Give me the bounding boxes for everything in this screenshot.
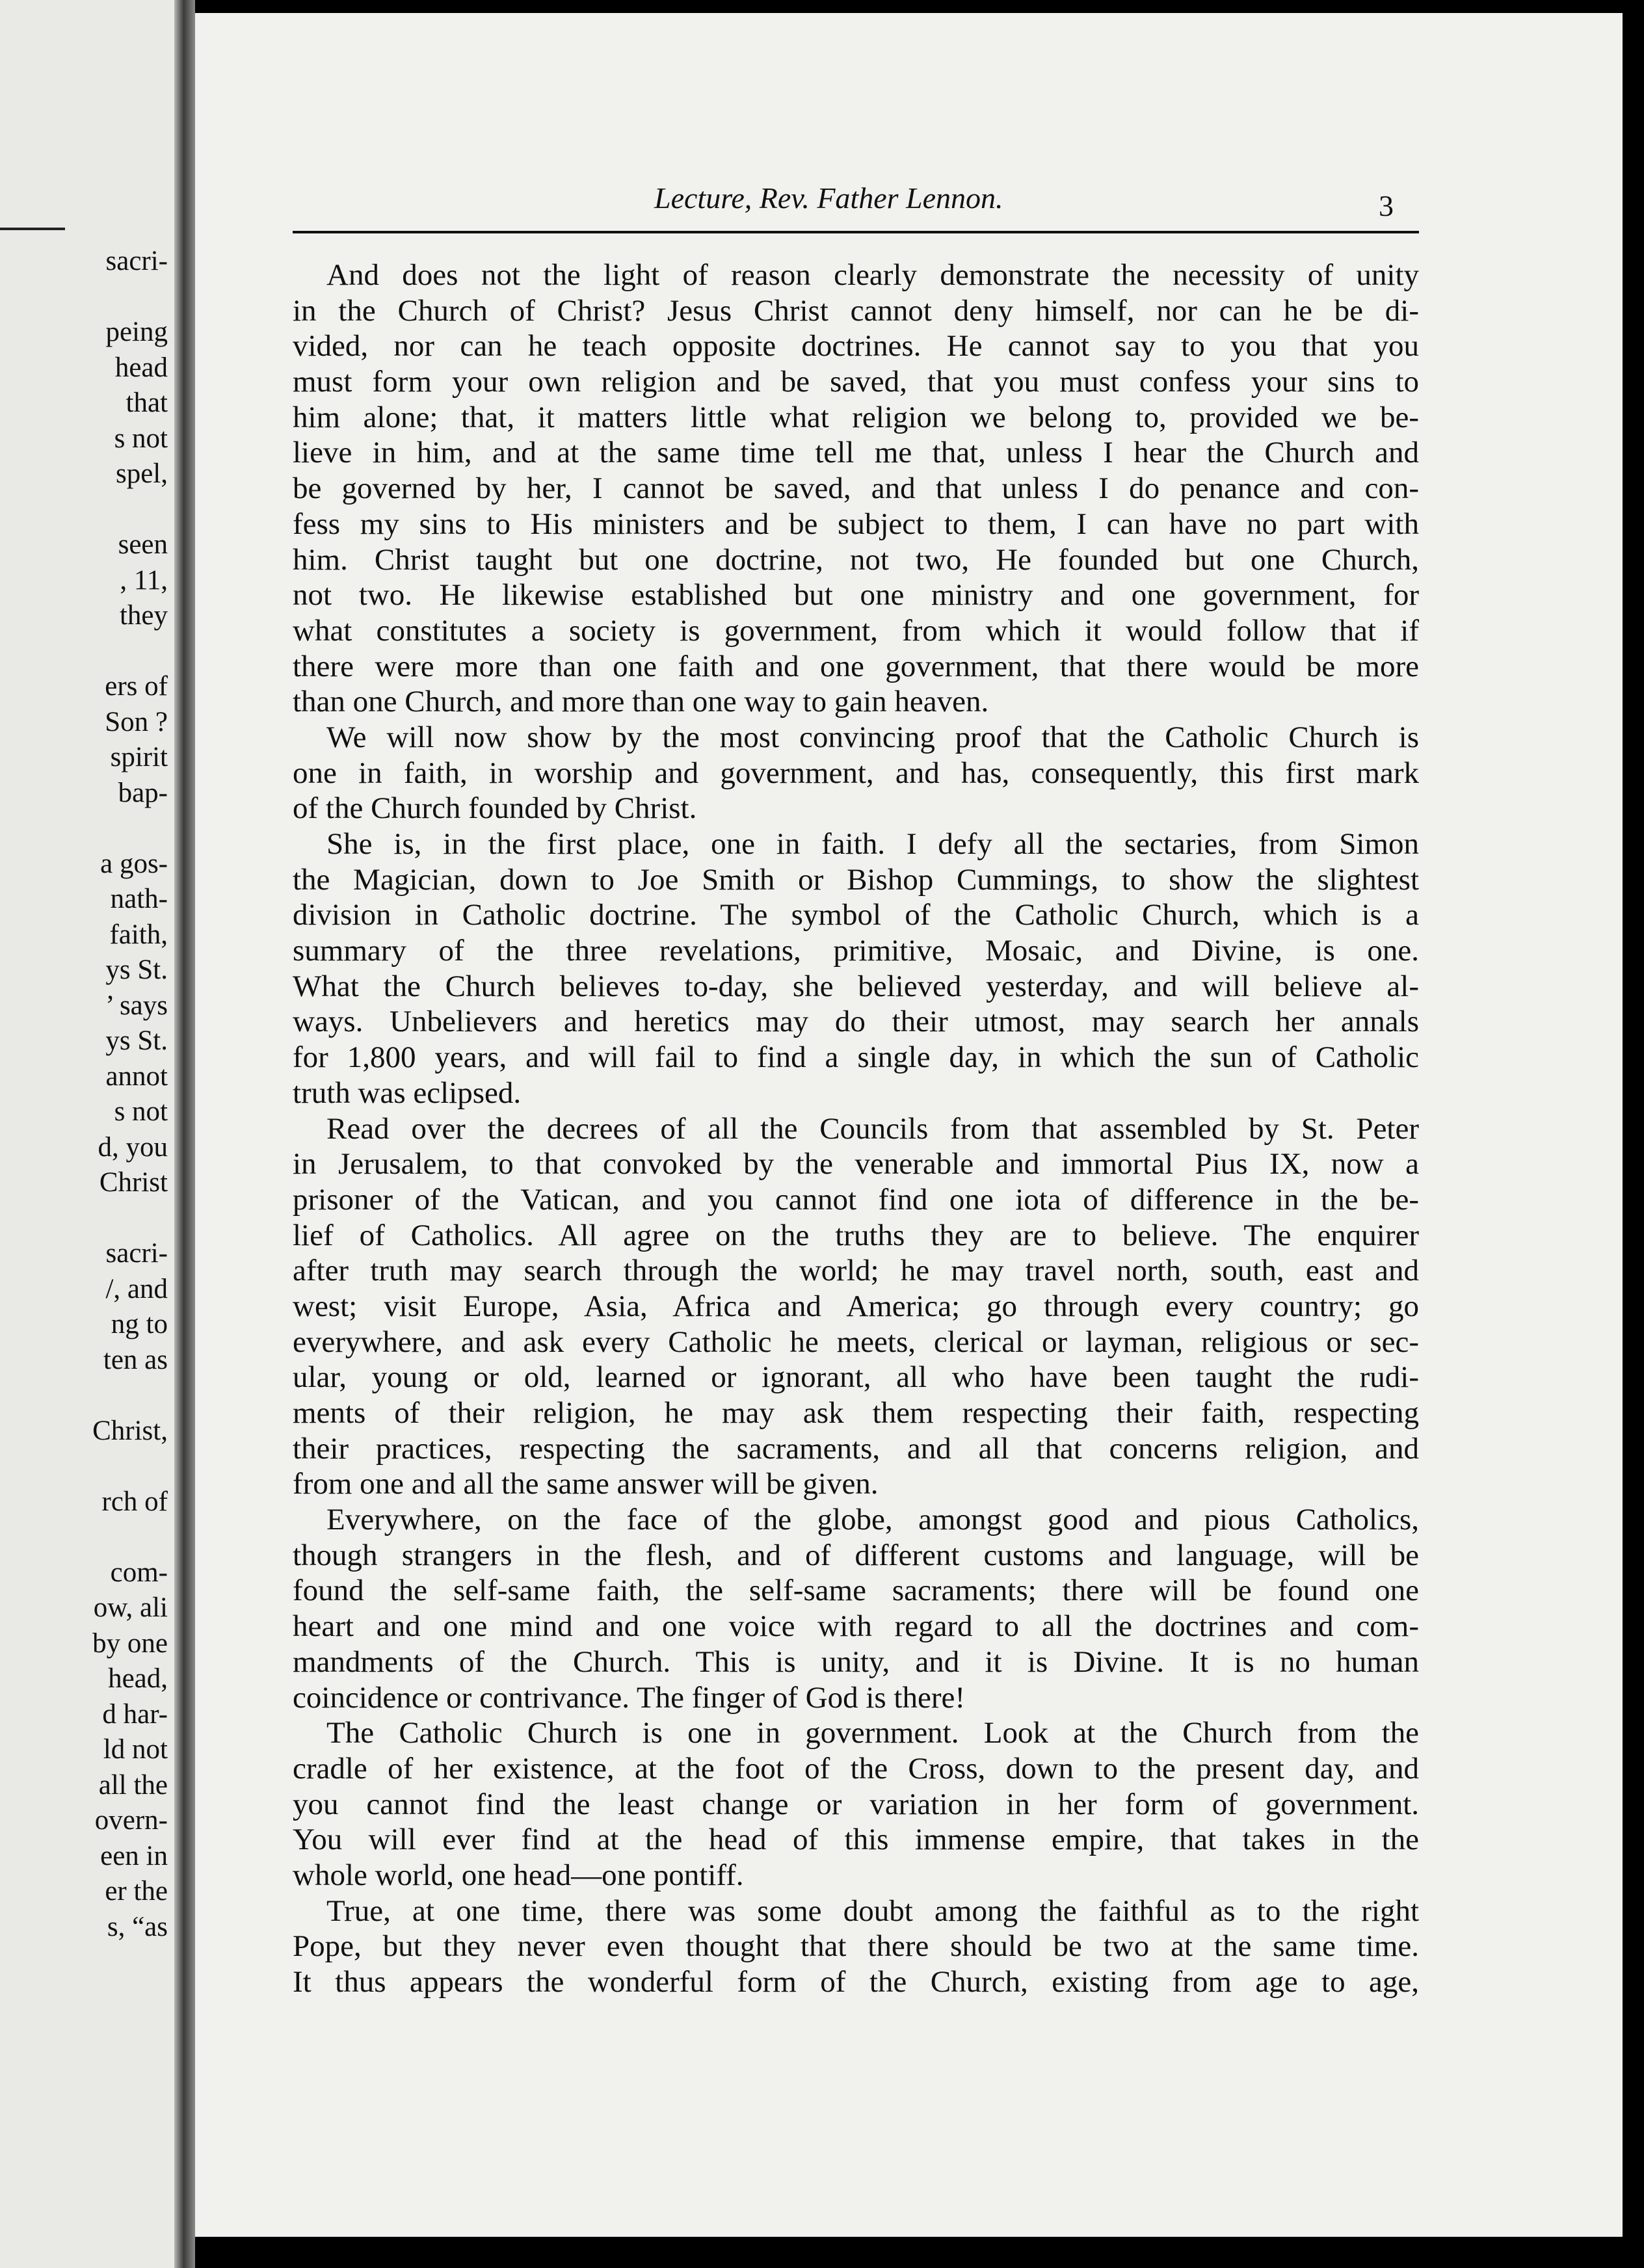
text-line: prisoner of the Vatican, and you cannot find one iota of difference in the be- — [293, 1182, 1419, 1217]
text-line: True, at one time, there was some doubt among the faithful as to the right — [326, 1893, 1419, 1928]
left-page-line: s not — [114, 423, 168, 454]
left-page-line: overn- — [94, 1805, 168, 1836]
text-line: than one Church, and more than one way to gain heaven. — [293, 685, 989, 719]
text-line: what constitutes a society is government, from which it would follow that if — [293, 613, 1419, 648]
text-line: We will now show by the most convincing proof that the Catholic Church is — [326, 720, 1419, 754]
body-text — [293, 257, 1419, 2000]
page-number: 3 — [1379, 189, 1394, 222]
running-title: Lecture, Rev. Father Lennon. — [654, 181, 1003, 215]
text-line: must form your own religion and be saved, that you must confess your sins to — [293, 365, 1419, 399]
text-line: mandments of the Church. This is unity, and it is Divine. It is no human — [293, 1644, 1419, 1679]
left-page-line — [0, 492, 168, 528]
text-line: one in faith, in worship and government, and has, consequently, this first mark — [293, 756, 1419, 790]
left-page-line: a gos- — [100, 848, 168, 879]
text-line: found the self-same faith, the self-same sacraments; there will be found one — [293, 1574, 1419, 1608]
text-line: not two. He likewise established but one ministry and one government, for — [293, 578, 1419, 613]
left-page-line: ers of — [105, 671, 168, 702]
book-gutter — [174, 0, 195, 2268]
text-line: Pope, but they never even thought that there should be two at the same time. — [293, 1929, 1419, 1964]
left-page-rule — [0, 228, 65, 230]
left-page-line: nath- — [110, 884, 168, 914]
text-line: You will ever find at the head of this immense empire, that takes in the — [293, 1823, 1419, 1857]
text-line: him. Christ taught but one doctrine, not two, He founded but one Church, — [293, 542, 1419, 577]
left-page-line: ’ says — [105, 990, 168, 1021]
left-page-line: ys St. — [105, 955, 168, 985]
left-page-line: sacri- — [105, 1238, 168, 1269]
left-page-line: that — [126, 388, 168, 418]
text-line: whole world, one head—one pontiff. — [293, 1858, 744, 1892]
left-page-line: spel, — [115, 458, 168, 489]
text-line: heart and one mind and one voice with regard to all the doctrines and com- — [293, 1609, 1419, 1644]
text-line: vided, nor can he teach opposite doctrines. He cannot say to you that you — [293, 329, 1419, 363]
left-page-line: ten as — [103, 1344, 168, 1375]
left-page-text — [0, 244, 168, 1945]
left-page-line: by one — [92, 1628, 168, 1659]
header-rule — [293, 231, 1419, 233]
text-line: after truth may search through the world; he may travel north, south, east and — [293, 1254, 1419, 1288]
left-page-line — [0, 1520, 168, 1555]
text-line: him alone; that, it matters little what religion we belong to, provided we be- — [293, 400, 1419, 434]
left-page-line: Christ — [99, 1167, 168, 1198]
left-page-line: d, you — [98, 1131, 168, 1163]
left-page-line: ld not — [103, 1734, 168, 1765]
text-line: summary of the three revelations, primitive, Mosaic, and Divine, is one. — [293, 934, 1419, 968]
left-page-line: /, and — [105, 1273, 168, 1304]
left-page-line: faith, — [109, 919, 168, 950]
left-page-line: head — [114, 352, 168, 383]
main-page — [195, 13, 1623, 2237]
text-line: And does not the light of reason clearly demonstrate the necessity of unity — [326, 258, 1419, 292]
left-page-line: annot — [105, 1061, 168, 1092]
left-facing-page — [0, 0, 174, 2268]
left-page-line: all the — [98, 1769, 168, 1800]
text-line: for 1,800 years, and will fail to find a single day, in which the sun of Catholic — [293, 1040, 1419, 1075]
text-line: of the Church founded by Christ. — [293, 791, 697, 826]
text-line: ments of their religion, he may ask them respecting their faith, respecting — [293, 1396, 1419, 1430]
text-line: What the Church believes to-day, she believed yesterday, and will believe al- — [293, 969, 1419, 1003]
left-page-line — [0, 1378, 168, 1414]
left-page-line: Christ, — [92, 1415, 168, 1446]
text-line: ways. Unbelievers and heretics may do their utmost, may search her annals — [293, 1005, 1419, 1039]
text-line: though strangers in the flesh, and of different customs and language, will be — [293, 1538, 1419, 1572]
text-line: ular, young or old, learned or ignorant, all who have been taught the rudi- — [293, 1360, 1419, 1395]
text-line: cradle of her existence, at the foot of the Cross, down to the present day, and — [293, 1751, 1419, 1786]
text-line: from one and all the same answer will be given. — [293, 1467, 879, 1501]
text-line: lieve in him, and at the same time tell me that, unless I hear the Church and — [293, 436, 1419, 470]
left-page-line — [0, 1201, 168, 1237]
text-line: you cannot find the least change or variation in her form of government. — [293, 1787, 1419, 1821]
left-page-line: spirit — [110, 742, 168, 772]
text-line: coincidence or contrivance. The finger of God is there! — [293, 1680, 965, 1715]
text-line: everywhere, and ask every Catholic he meets, clerical or layman, religious or sec- — [293, 1325, 1419, 1359]
text-line: fess my sins to His ministers and be subject to them, I can have no part with — [293, 507, 1419, 541]
text-line: lief of Catholics. All agree on the truths they are to believe. The enquirer — [293, 1218, 1419, 1252]
text-line: She is, in the first place, one in faith. I defy all the sectaries, from Simon — [326, 827, 1419, 861]
left-page-line: com- — [110, 1557, 168, 1588]
left-page-line: een in — [100, 1840, 168, 1871]
text-line: west; visit Europe, Asia, Africa and America; go through every country; go — [293, 1289, 1419, 1323]
left-page-line: peing — [105, 317, 168, 347]
left-page-line: head, — [108, 1663, 168, 1694]
left-page-line: they — [119, 600, 168, 631]
text-line: It thus appears the wonderful form of the Church, existing from age to age, — [293, 1965, 1419, 1999]
text-line: truth was eclipsed. — [293, 1075, 522, 1110]
text-line: in Jerusalem, to that convoked by the venerable and immortal Pius IX, now a — [293, 1147, 1419, 1181]
left-page-line: seen — [118, 529, 168, 560]
text-line: Read over the decrees of all the Councils from that assembled by St. Peter — [326, 1111, 1419, 1146]
left-page-line: ng to — [111, 1309, 168, 1339]
text-line: The Catholic Church is one in government. Look at the Church from the — [326, 1716, 1419, 1750]
left-page-line: sacri- — [105, 246, 168, 276]
left-page-line: d har- — [102, 1698, 168, 1730]
text-line: be governed by her, I cannot be saved, and that unless I do penance and con- — [293, 471, 1419, 506]
left-page-line: rch of — [101, 1486, 168, 1517]
text-line: the Magician, down to Joe Smith or Bishop Cummings, to show the slightest — [293, 862, 1419, 897]
text-line: their practices, respecting the sacraments, and all that concerns religion, and — [293, 1431, 1419, 1466]
left-page-line: er the — [105, 1876, 168, 1906]
left-page-line: ys St. — [105, 1025, 168, 1056]
left-page-line: bap- — [118, 777, 168, 808]
left-page-line — [0, 811, 168, 847]
left-page-line: s not — [114, 1096, 168, 1127]
text-line: there were more than one faith and one government, that there would be more — [293, 649, 1419, 683]
left-page-line: s, “as — [107, 1911, 168, 1942]
text-line: Everywhere, on the face of the globe, amongst good and pious Catholics, — [326, 1503, 1419, 1537]
text-line: division in Catholic doctrine. The symbol of the Catholic Church, which is a — [293, 898, 1419, 932]
left-page-line: ow, ali — [93, 1592, 168, 1623]
left-page-line: Son ? — [105, 706, 168, 737]
left-page-line — [0, 280, 168, 315]
left-page-line — [0, 1449, 168, 1484]
left-page-line — [0, 634, 168, 670]
left-page-line: , 11, — [120, 564, 168, 596]
text-line: in the Church of Christ? Jesus Christ cannot deny himself, nor can he be di- — [293, 293, 1419, 328]
